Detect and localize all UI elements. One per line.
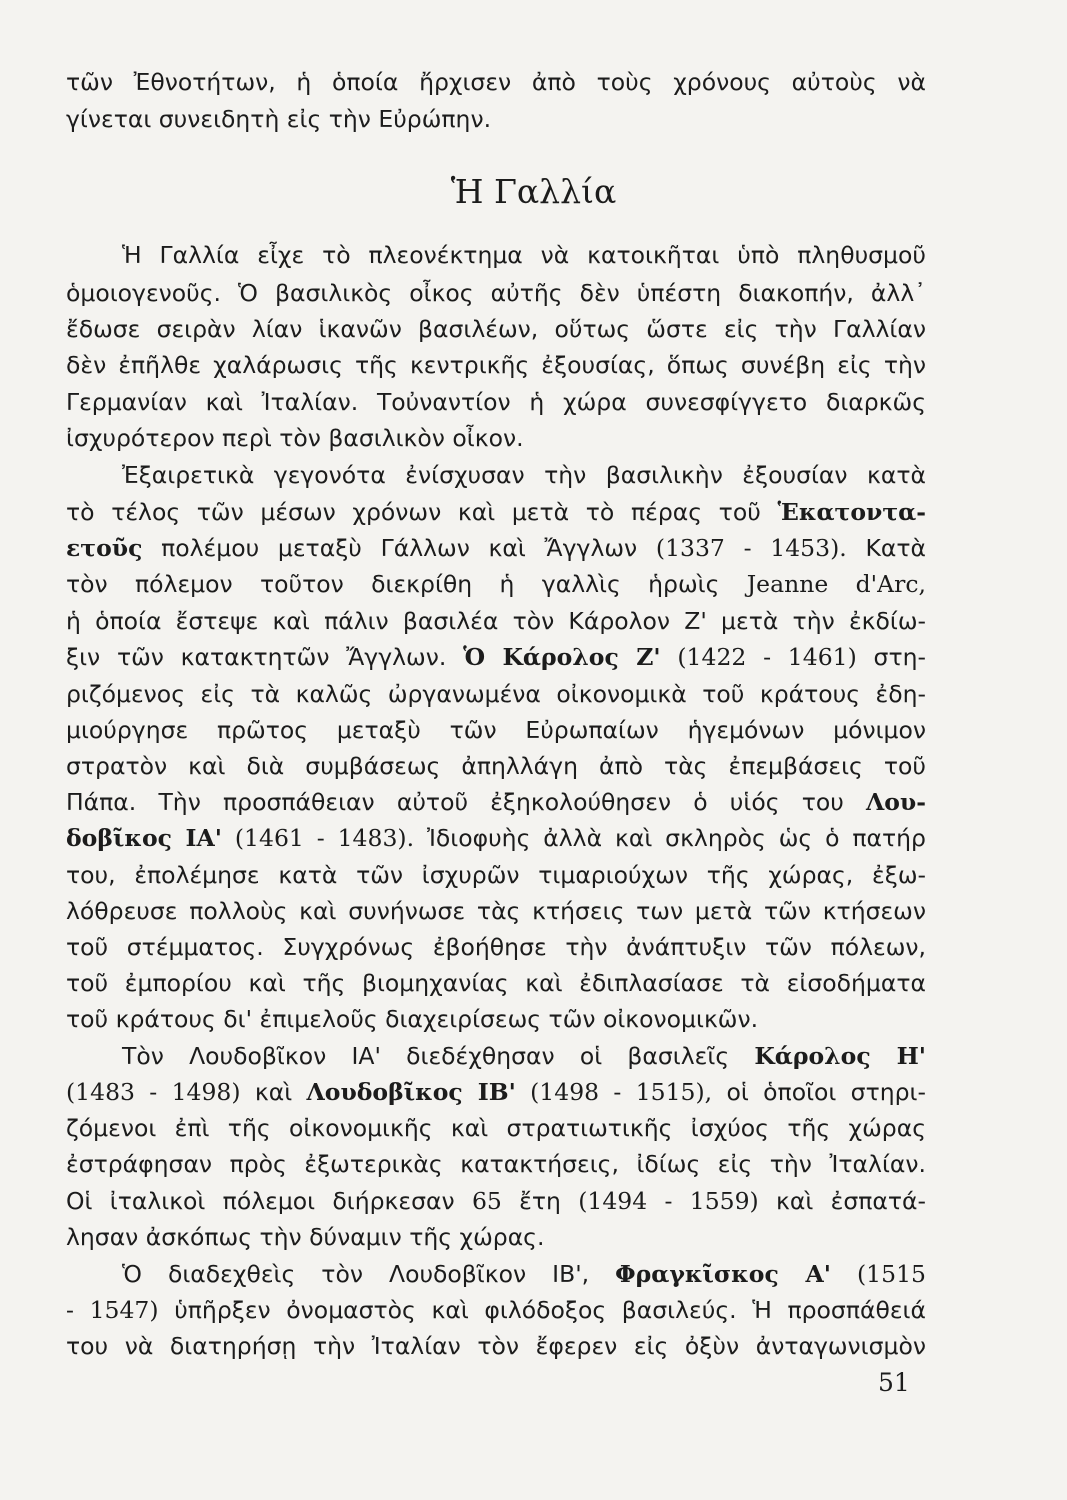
bold-term: δοβῖκος ΙΑ' <box>66 824 222 852</box>
text-line: ἰσχυρότερον περὶ τὸν βασιλικὸν οἶκον. <box>66 424 524 452</box>
page-number: 51 <box>878 1368 910 1397</box>
text-run: Τὸν Λουδοβῖκον ΙΑ' διεδέχθησαν οἱ βασιλεῖς <box>122 1042 730 1070</box>
text-line: ἐστράφησαν πρὸς ἐξωτερικὰς κατακτήσεις, ἰδίως εἰς τὴν Ἰταλίαν. <box>66 1150 926 1178</box>
date-range: (1483 - 1498) <box>66 1078 241 1106</box>
text-line: του νὰ διατηρήσῃ τὴν Ἰταλίαν τὸν ἔφερεν εἰς ὀξὺν ἀνταγωνισμὸν <box>66 1332 926 1360</box>
date-range: - 1547) <box>66 1296 159 1324</box>
text-line: ὁμοιογενοῦς. Ὁ βασιλικὸς οἶκος αὐτῆς δὲν ὑπέστη διακοπήν, ἀλλ᾽ <box>66 279 926 307</box>
text-run: Πάπα. Τὴν προσπάθειαν αὐτοῦ ἐξηκολούθησεν ὁ υἱός του <box>66 788 844 816</box>
text-run: τὸ τέλος τῶν μέσων χρόνων καὶ μετὰ τὸ πέρας τοῦ <box>66 498 761 526</box>
bold-term: Ὁ Κάρολος Ζ' <box>463 643 661 671</box>
text-line: τοῦ στέμματος. Συγχρόνως ἐβοήθησε τὴν ἀνάπτυξιν τῶν πόλεων, <box>66 933 926 961</box>
date-range: (1494 - 1559) <box>578 1187 759 1215</box>
text-line: στρατὸν καὶ διὰ συμβάσεως ἀπηλλάγη ἀπὸ τὰς ἐπεμβάσεις τοῦ <box>66 752 926 780</box>
text-line <box>66 497 926 527</box>
date-range: (1337 - 1453). <box>655 534 847 562</box>
section-heading: Ἡ Γαλλία <box>450 172 617 211</box>
text-run: Ὁ διαδεχθεὶς τὸν Λουδοβῖκον ΙΒ', <box>122 1260 590 1288</box>
text-line: τοῦ ἐμπορίου καὶ τῆς βιομηχανίας καὶ ἐδιπλασίασε τὰ εἰσοδήματα <box>66 969 926 997</box>
text-line: τοῦ κράτους δι' ἐπιμελοῦς διαχειρίσεως τῶν οἰκονομικῶν. <box>66 1005 759 1033</box>
bold-term: Λου- <box>866 788 926 816</box>
text-run: στη- <box>873 643 926 671</box>
bold-term: Λουδοβῖκος ΙΒ' <box>306 1078 516 1106</box>
text-line: δὲν ἐπῆλθε χαλάρωσις τῆς κεντρικῆς ἐξουσίας, ὅπως συνέβη εἰς τὴν <box>66 351 926 379</box>
text-line: ριζόμενος εἰς τὰ καλῶς ὠργανωμένα οἰκονομικὰ τοῦ κράτους ἐδη- <box>66 680 926 708</box>
text-line <box>66 787 926 817</box>
text-line <box>66 1186 926 1216</box>
text-line: ζόμενοι ἐπὶ τῆς οἰκονομικῆς καὶ στρατιωτικῆς ἰσχύος τῆς χώρας <box>66 1114 926 1142</box>
bold-term: Φραγκῖσκος Α' <box>615 1260 831 1288</box>
text-run: ξιν τῶν κατακτητῶν Ἄγγλων. <box>66 643 447 671</box>
text-line: ἔδωσε σειρὰν λίαν ἱκανῶν βασιλέων, οὕτως ὥστε εἰς τὴν Γαλλίαν <box>66 315 926 343</box>
bold-term: Ἑκατοντα- <box>777 498 926 526</box>
text-line: Ἡ Γαλλία εἶχε τὸ πλεονέκτημα νὰ κατοικῆται ὑπὸ πληθυσμοῦ <box>122 241 926 269</box>
text-line <box>122 1259 926 1289</box>
date-range: (1515 <box>857 1260 926 1288</box>
date-range: (1422 - 1461) <box>677 643 857 671</box>
text-line: του, ἐπολέμησε κατὰ τῶν ἰσχυρῶν τιμαριούχων τῆς χώρας, ἐξω- <box>66 861 926 889</box>
text-line: ἡ ὁποία ἔστεψε καὶ πάλιν βασιλέα τὸν Κάρολον Ζ' μετὰ τὴν ἐκδίω- <box>66 607 926 635</box>
text-line <box>66 642 926 672</box>
text-line: λόθρευσε πολλοὺς καὶ συνήνωσε τὰς κτήσεις των μετὰ τῶν κτήσεων <box>66 897 926 925</box>
text-run: τὸν πόλεμον τοῦτον διεκρίθη ἡ γαλλὶς ἡρωὶς <box>66 570 720 598</box>
text-line: Γερμανίαν καὶ Ἰταλίαν. Τοὐναντίον ἡ χώρα συνεσφίγγετο διαρκῶς <box>66 388 926 416</box>
text-line <box>66 823 926 853</box>
text-line: Ἐξαιρετικὰ γεγονότα ἐνίσχυσαν τὴν βασιλικὴν ἐξουσίαν κατὰ <box>122 461 926 489</box>
latin-name: Jeanne d'Arc, <box>746 570 926 598</box>
text-line <box>66 1295 926 1325</box>
text-run: οἱ ὁποῖοι στηρι- <box>726 1078 926 1106</box>
text-line: λησαν ἀσκόπως τὴν δύναμιν τῆς χώρας. <box>66 1223 545 1251</box>
text-run: πολέμου μεταξὺ Γάλλων καὶ Ἄγγλων <box>161 534 638 562</box>
bold-term: Κάρολος Η' <box>754 1042 926 1070</box>
date-range: (1498 - 1515), <box>530 1078 713 1106</box>
text-run: ὑπῆρξεν ὀνομαστὸς καὶ φιλόδοξος βασιλεύς. Ἡ προσπάθειά <box>174 1296 926 1324</box>
text-line <box>66 533 926 563</box>
text-run: καὶ ἐσπατά- <box>776 1187 926 1215</box>
text-line <box>66 569 926 599</box>
text-line <box>66 1077 926 1107</box>
text-run: ἔτη <box>519 1187 561 1215</box>
text-run: Οἱ ἰταλικοὶ πόλεμοι διήρκεσαν <box>66 1187 455 1215</box>
text-line: τῶν Ἐθνοτήτων, ἡ ὁποία ἤρχισεν ἀπὸ τοὺς χρόνους αὐτοὺς νὰ <box>66 68 926 96</box>
text-line <box>122 1041 926 1071</box>
text-line: γίνεται συνειδητὴ εἰς τὴν Εὐρώπην. <box>66 105 492 133</box>
text-run: Ἰδιοφυὴς ἀλλὰ καὶ σκληρὸς ὡς ὁ πατήρ <box>426 824 926 852</box>
text-run: Κατὰ <box>865 534 926 562</box>
bold-term: ετοῦς <box>66 534 143 562</box>
number: 65 <box>471 1187 502 1215</box>
date-range: (1461 - 1483). <box>234 824 415 852</box>
text-run: καὶ <box>254 1078 293 1106</box>
text-line: μιούργησε πρῶτος μεταξὺ τῶν Εὐρωπαίων ἡγεμόνων μόνιμον <box>66 716 926 744</box>
